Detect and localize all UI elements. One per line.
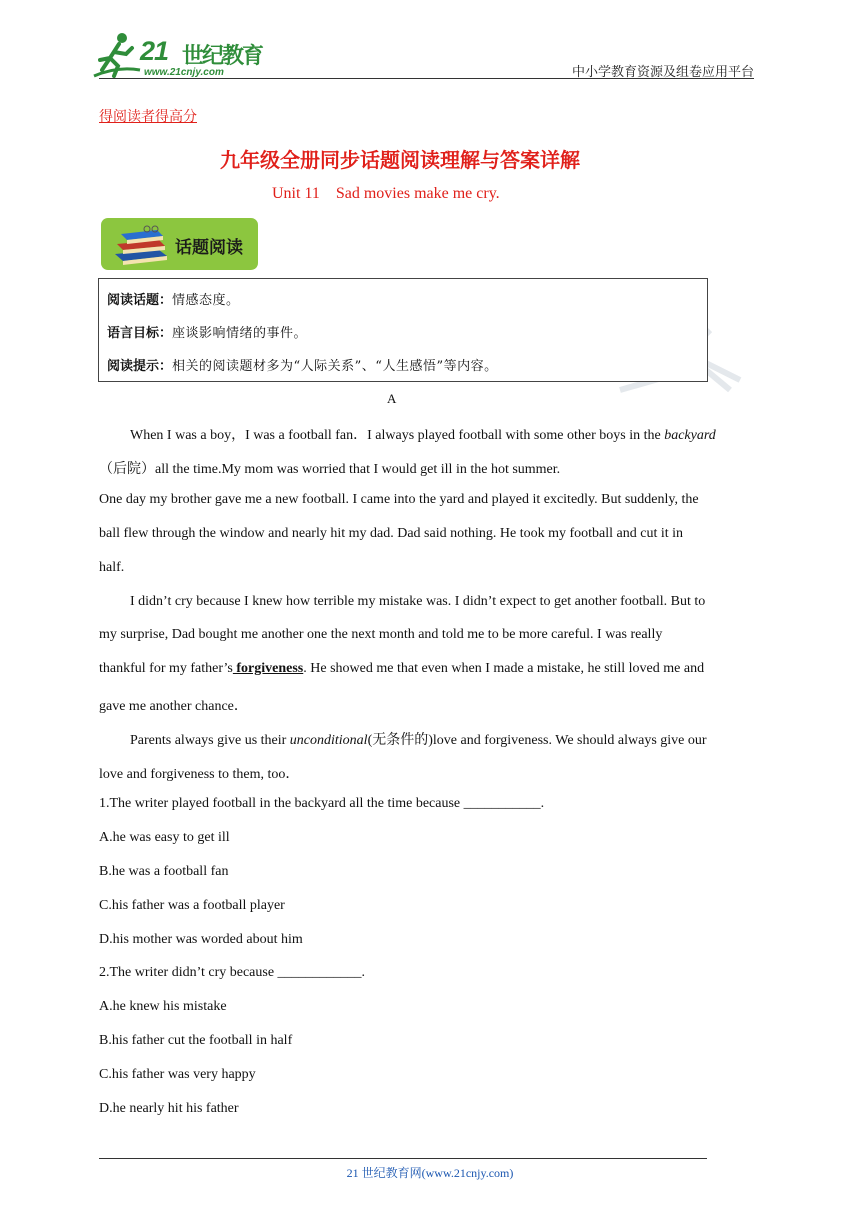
question-2-option-c: C.his father was very happy bbox=[99, 1067, 256, 1082]
passage-line: half. bbox=[99, 560, 125, 575]
info-value: 座谈影响情绪的事件。 bbox=[172, 326, 308, 341]
question-1-option-b: B.he was a football fan bbox=[99, 864, 229, 879]
passage-text: When I was a boy，I was a football fan．I always played football with some other boys in the bbox=[130, 428, 665, 443]
footer-divider bbox=[99, 1158, 707, 1159]
passage-line bbox=[130, 729, 707, 749]
section-label: A bbox=[387, 391, 397, 406]
passage-line: I didn’t cry because I knew how terrible my mistake was. I didn’t expect to get another football. But to bbox=[130, 594, 706, 609]
info-label: 阅读话题： bbox=[107, 293, 173, 308]
logo-number: 21 bbox=[140, 36, 169, 66]
info-value: 情感态度。 bbox=[172, 293, 240, 308]
logo-brand-text: 世纪教育 bbox=[182, 44, 263, 69]
passage-line: gave me another chance． bbox=[99, 699, 248, 714]
page-title: 九年级全册同步话题阅读理解与答案详解 bbox=[220, 148, 580, 172]
books-icon bbox=[111, 224, 171, 266]
logo-url: www.21cnjy.com bbox=[144, 67, 224, 78]
info-tip bbox=[107, 355, 498, 374]
info-label: 语言目标： bbox=[107, 326, 173, 341]
header-tagline: 中小学教育资源及组卷应用平台 bbox=[571, 65, 754, 80]
passage-text: (无条件的)love and forgiveness. We should always give our bbox=[367, 733, 707, 748]
topic-reading-badge bbox=[101, 218, 258, 270]
question-2-option-a: A.he knew his mistake bbox=[99, 999, 227, 1014]
question-1-option-c: C.his father was a football player bbox=[99, 898, 285, 913]
unit-title bbox=[272, 185, 516, 203]
passage-text: . He showed me that even when I made a mistake, he still loved me and bbox=[303, 661, 705, 676]
reading-info-box bbox=[98, 278, 708, 382]
info-value: 相关的阅读题材多为“人际关系”、“人生感悟”等内容。 bbox=[172, 359, 498, 374]
slogan: 得阅读者得高分 bbox=[99, 109, 197, 125]
question-2-option-d: D.he nearly hit his father bbox=[99, 1101, 239, 1116]
passage-line: ball flew through the window and nearly hit my dad. Dad said nothing. He took my football and cut it in bbox=[99, 526, 684, 541]
unit-number: Unit 11 bbox=[272, 185, 320, 202]
passage-line: One day my brother gave me a new football. I came into the yard and played it excitedly. But suddenly, the bbox=[99, 492, 699, 507]
unit-name: Sad movies make me cry. bbox=[335, 185, 500, 202]
passage-line bbox=[99, 661, 704, 677]
site-logo bbox=[92, 30, 262, 80]
question-1-option-d: D.his mother was worded about him bbox=[99, 932, 303, 947]
passage-line: my surprise, Dad bought me another one the next month and told me to be more careful. I was really bbox=[99, 627, 663, 642]
question-1-stem: 1.The writer played football in the backyard all the time because ___________. bbox=[99, 796, 545, 811]
vocab-unconditional: unconditional bbox=[289, 733, 368, 748]
header-divider bbox=[99, 78, 754, 79]
passage-line: love and forgiveness to them, too． bbox=[99, 767, 300, 782]
passage-line: （后院）all the time.My mom was worried that I would get ill in the hot summer. bbox=[99, 462, 561, 477]
footer-link[interactable]: 21 世纪教育网(www.21cnjy.com) bbox=[346, 1166, 514, 1180]
info-topic bbox=[107, 289, 240, 308]
vocab-forgiveness: forgiveness bbox=[232, 661, 304, 676]
badge-label: 话题阅读 bbox=[175, 238, 243, 258]
passage-text: Parents always give us their bbox=[130, 733, 290, 748]
runner-icon bbox=[92, 30, 142, 78]
vocab-backyard: backyard bbox=[664, 428, 716, 443]
question-2-stem: 2.The writer didn’t cry because ____________. bbox=[99, 965, 366, 980]
info-label: 阅读提示： bbox=[107, 359, 173, 374]
passage-text: thankful for my father’s bbox=[99, 661, 233, 676]
question-1-option-a: A.he was easy to get ill bbox=[99, 830, 230, 845]
passage-line bbox=[130, 424, 716, 444]
question-2-option-b: B.his father cut the football in half bbox=[99, 1033, 293, 1048]
info-goal bbox=[107, 322, 307, 341]
